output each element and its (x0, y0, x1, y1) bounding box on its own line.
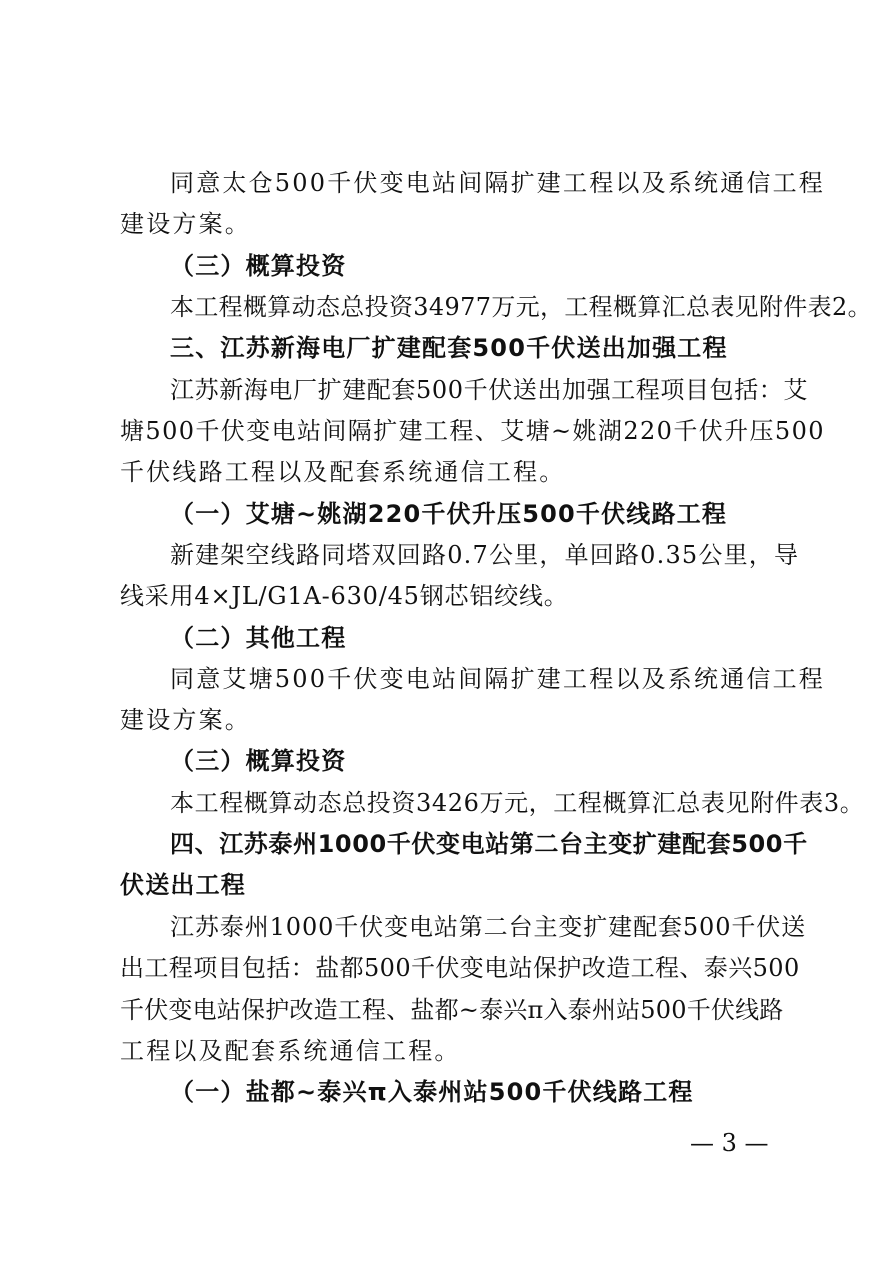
subsection-heading: （三）概算投资 (170, 252, 347, 280)
paragraph-line: 新建架空线路同塔双回路0.7公里，单回路0.35公里，导 (170, 541, 800, 569)
section-heading: 三、江苏新海电厂扩建配套500千伏送出加强工程 (170, 334, 728, 362)
subsection-heading: （一）艾塘~姚湖220千伏升压500千伏线路工程 (170, 500, 728, 528)
paragraph-line: 本工程概算动态总投资34977万元，工程概算汇总表见附件表2。 (170, 293, 872, 321)
section-heading: 伏送出工程 (120, 871, 246, 899)
paragraph-line: 出工程项目包括：盐都500千伏变电站保护改造工程、泰兴500 (120, 954, 800, 982)
paragraph-line: 江苏泰州1000千伏变电站第二台主变扩建配套500千伏送 (170, 913, 807, 941)
paragraph-line: 建设方案。 (120, 210, 251, 238)
subsection-heading: （一）盐都~泰兴π入泰州站500千伏线路工程 (170, 1078, 694, 1106)
paragraph-line: 建设方案。 (120, 706, 251, 734)
paragraph-line: 工程以及配套系统通信工程。 (120, 1037, 461, 1065)
paragraph-line: 同意太仓500千伏变电站间隔扩建工程以及系统通信工程 (170, 169, 826, 197)
paragraph-line: 线采用4×JL/G1A-630/45钢芯铝绞线。 (120, 582, 569, 610)
section-heading: 四、江苏泰州1000千伏变电站第二台主变扩建配套500千 (170, 830, 808, 858)
paragraph-line: 同意艾塘500千伏变电站间隔扩建工程以及系统通信工程 (170, 665, 826, 693)
subsection-heading: （二）其他工程 (170, 624, 347, 652)
page-number: — 3 — (690, 1129, 769, 1157)
subsection-heading: （三）概算投资 (170, 747, 347, 775)
paragraph-line: 塘500千伏变电站间隔扩建工程、艾塘~姚湖220千伏升压500 (120, 417, 825, 445)
paragraph-line: 千伏变电站保护改造工程、盐都~泰兴π入泰州站500千伏线路 (120, 996, 784, 1024)
paragraph-line: 千伏线路工程以及配套系统通信工程。 (120, 458, 566, 486)
paragraph-line: 江苏新海电厂扩建配套500千伏送出加强工程项目包括：艾 (170, 376, 809, 404)
paragraph-line: 本工程概算动态总投资3426万元，工程概算汇总表见附件表3。 (170, 789, 865, 817)
